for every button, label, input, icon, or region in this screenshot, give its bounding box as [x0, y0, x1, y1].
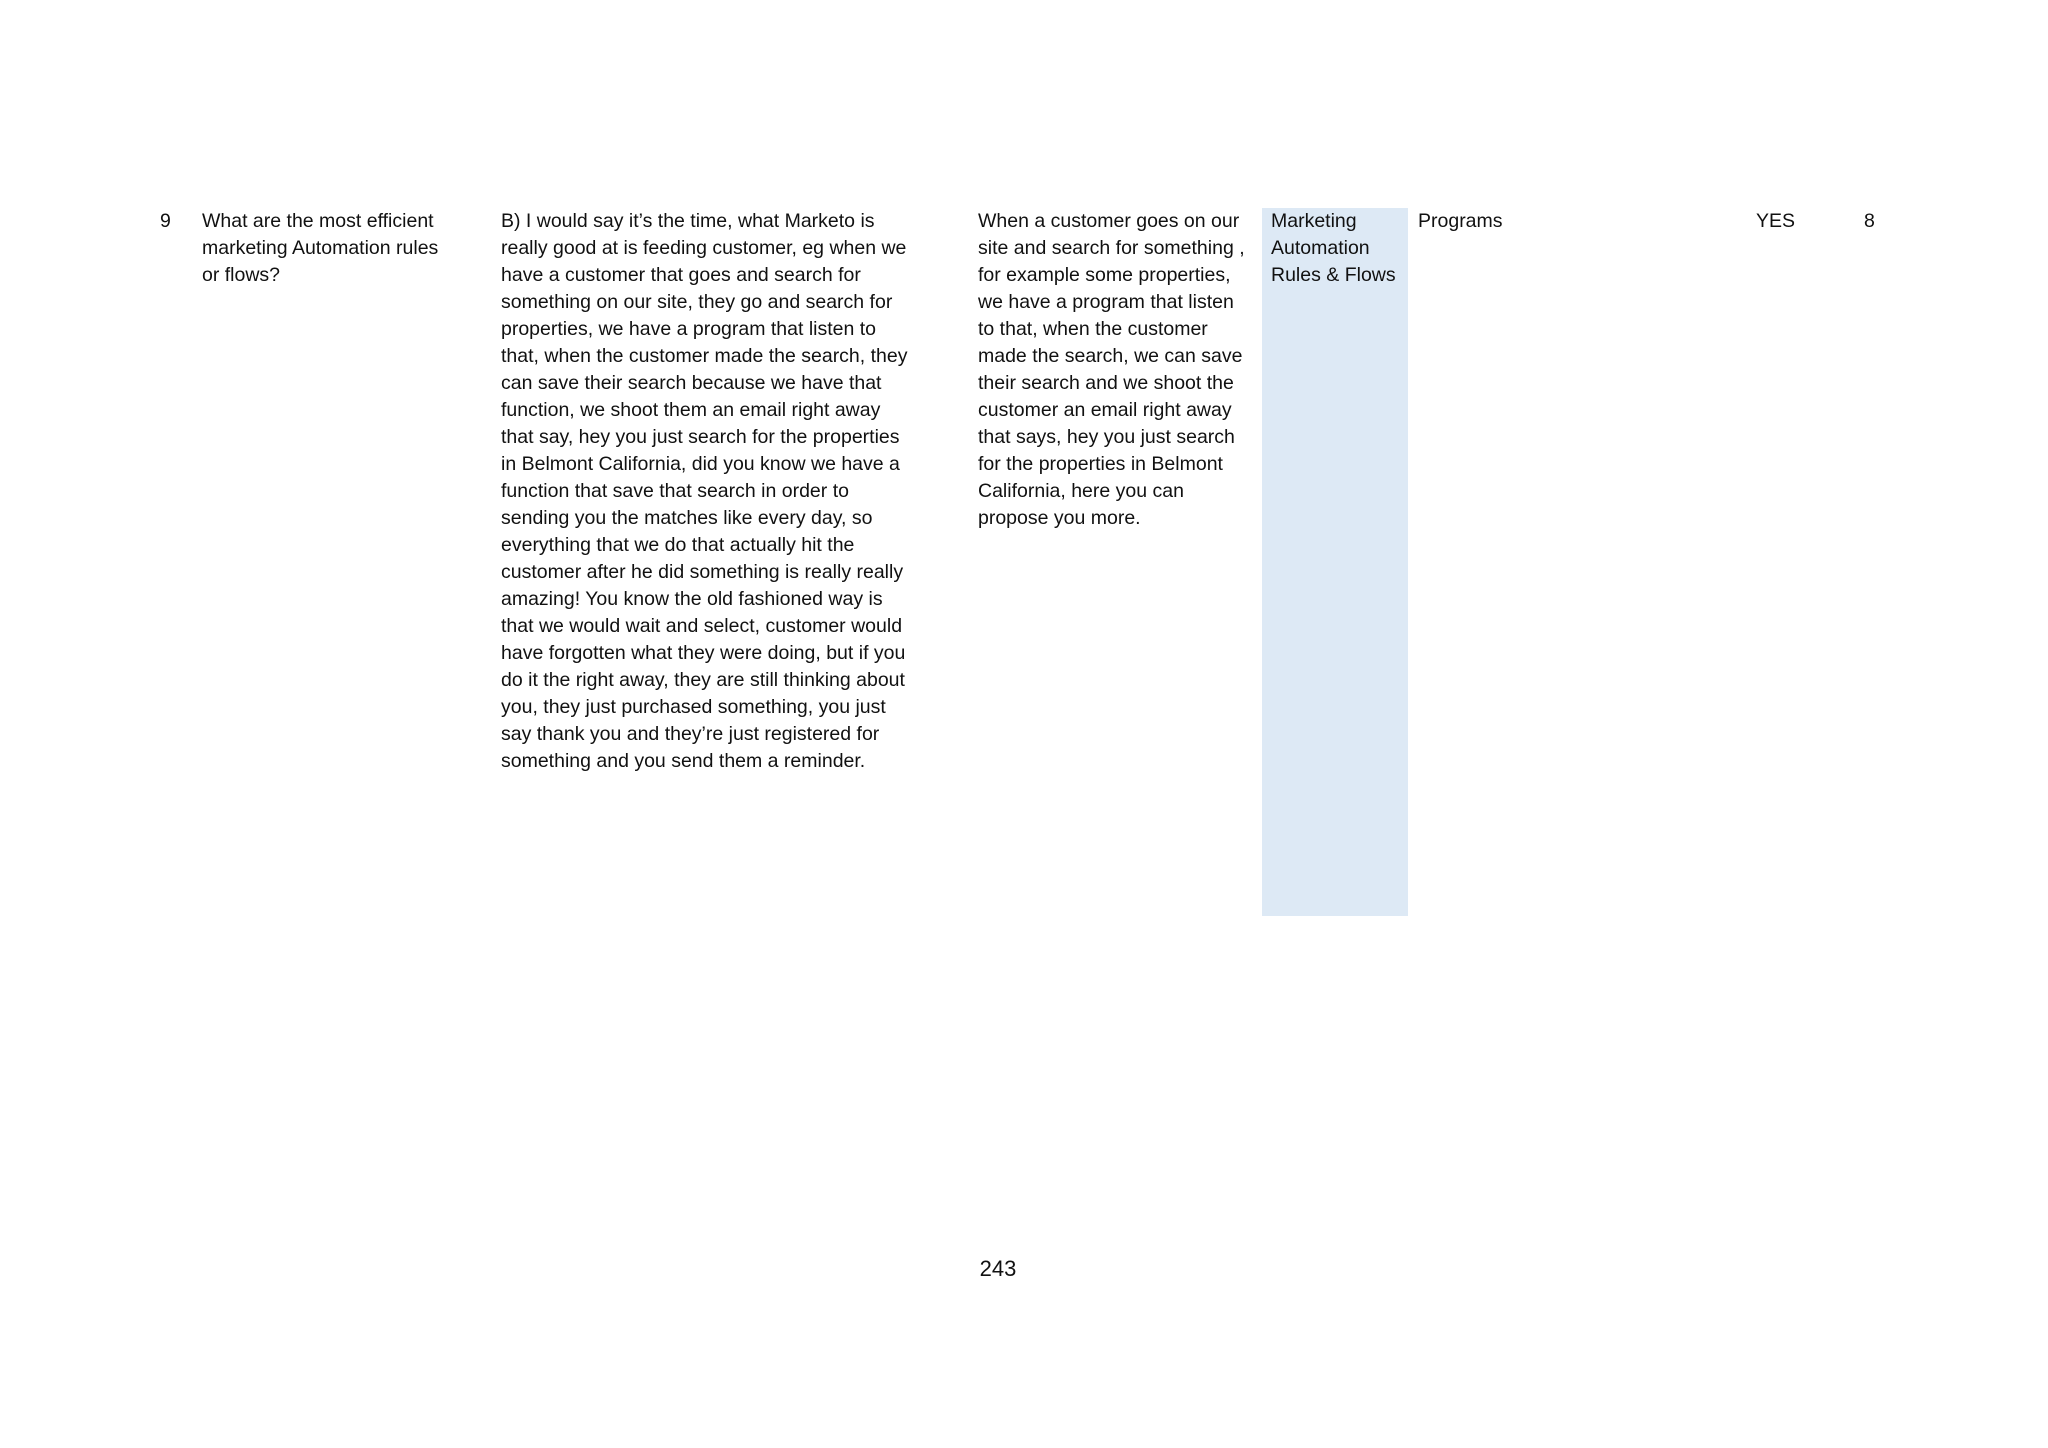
answer-text: B) I would say it’s the time, what Marketo is really good at is feeding customer, eg when we have a customer that goes and search for something on our site, they go and search for properties, we have a program that listen to that, when the customer made the search, they can save their search because we have that function, we shoot them an email right away that say, hey you just search for the properties in Belmont California, did you know we have a function that save that search in order to sending you the matches like every day, so everything that we do that actually hit the customer after he did something is really really amazing! You know the old fashioned way is that we would wait and select, customer would have forgotten what they were doing, but if you do it the right away, they are still thinking about you, they just purchased something, you just say thank you and they’re just registered for something and you send them a reminder. — [501, 210, 908, 772]
flag-text: YES — [1756, 210, 1796, 232]
row-number: 9 — [160, 210, 171, 232]
question-text: What are the most efficient marketing Automation rules or flows? — [202, 210, 439, 286]
page-number: 243 — [979, 1256, 1017, 1281]
category-cell: Marketing Automation Rules & Flows — [1262, 208, 1408, 916]
subcategory-text: Programs — [1418, 210, 1503, 232]
summary-text: When a customer goes on our site and search for something , for example some properties, we have a program that listen to that, when the customer made the search, we can save their search and we shoot the customer an email right away that says, hey you just search for the properties in Belmont California, here you can propose you more. — [978, 210, 1245, 529]
score-text: 8 — [1864, 210, 1875, 232]
